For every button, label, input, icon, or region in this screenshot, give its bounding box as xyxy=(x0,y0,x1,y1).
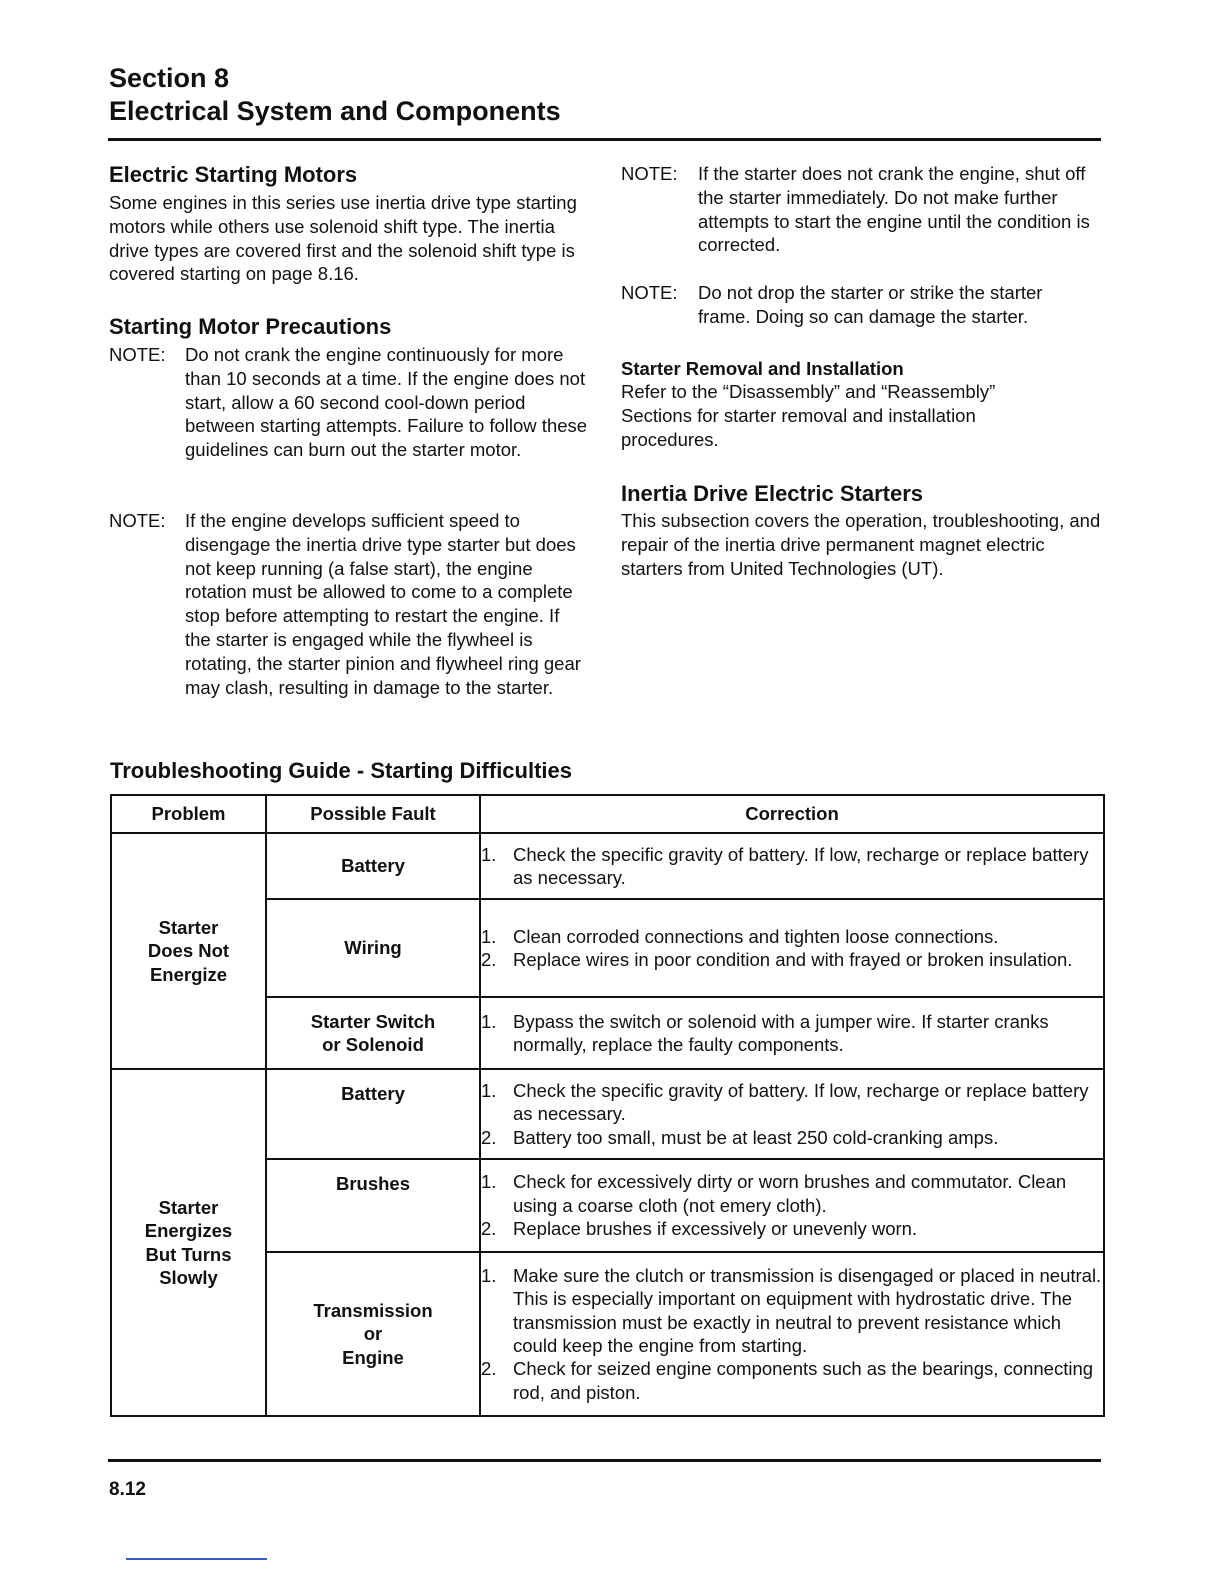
note-label: NOTE: xyxy=(621,163,678,184)
header-rule xyxy=(108,138,1101,141)
note-label: NOTE: xyxy=(109,344,166,365)
fault-cell: Battery xyxy=(266,833,480,899)
troubleshooting-heading: Troubleshooting Guide - Starting Difficulties xyxy=(110,758,572,783)
correction-item: 1. Bypass the switch or solenoid with a jumper wire. If starter cranks normally, replace the faulty components. xyxy=(481,1010,1049,1055)
section-title: Electrical System and Components xyxy=(109,96,561,126)
link-underline xyxy=(126,1558,267,1560)
correction-item: 1. Check the specific gravity of battery. If low, recharge or replace battery as necessary. xyxy=(481,1079,1089,1125)
fault-cell: Starter Switch or Solenoid xyxy=(266,997,480,1069)
column-header-possible-fault: Possible Fault xyxy=(266,795,480,833)
correction-cell xyxy=(480,899,1104,997)
inertia-drive-text: This subsection covers the operation, troubleshooting, and repair of the inertia drive permanent magnet electric starters from United Technologies (UT). xyxy=(621,510,1101,579)
section-header xyxy=(109,62,561,128)
starter-note-2 xyxy=(621,281,1096,329)
starter-note-1 xyxy=(621,162,1096,257)
electric-starting-motors-heading: Electric Starting Motors xyxy=(109,162,358,187)
correction-cell xyxy=(480,1252,1104,1416)
column-header-correction: Correction xyxy=(480,795,1104,833)
correction-item: 2. Check for seized engine components such as the bearings, connecting rod, and piston. xyxy=(481,1358,1094,1403)
fault-cell: Wiring xyxy=(266,899,480,997)
note-text: If the engine develops sufficient speed to disengage the inertia drive type starter but does not keep running (a false start), the engine rotation must be allowed to come to a complete stop before attempting to restart the engine. If the starter is engaged while the flywheel is rotating, the starter pinion and flywheel ring gear may clash, resulting in damage to the starter. xyxy=(185,510,581,698)
starting-motor-precautions-heading: Starting Motor Precautions xyxy=(109,314,392,339)
note-text: Do not drop the starter or strike the starter frame. Doing so can damage the starter. xyxy=(698,282,1043,327)
note-label: NOTE: xyxy=(621,282,678,303)
correction-item: 2. Replace wires in poor condition and with frayed or broken insulation. xyxy=(481,949,1073,970)
page-number: 8.12 xyxy=(109,1479,146,1500)
correction-cell xyxy=(480,997,1104,1069)
correction-item: 2. Battery too small, must be at least 250 cold-cranking amps. xyxy=(481,1126,999,1148)
starter-removal-text: Refer to the “Disassembly” and “Reassembly” Sections for starter removal and installation procedures. xyxy=(621,381,996,450)
table-header-row xyxy=(111,795,1104,833)
note-label: NOTE: xyxy=(109,510,166,531)
fault-cell: Battery xyxy=(266,1069,480,1159)
correction-cell xyxy=(480,833,1104,899)
fault-cell: Brushes xyxy=(266,1159,480,1252)
correction-item: 1. Check for excessively dirty or worn brushes and commutator. Clean using a coarse cloth (not emery cloth). xyxy=(481,1171,1067,1216)
correction-item: 1. Clean corroded connections and tighten loose connections. xyxy=(481,925,999,947)
starter-removal-heading: Starter Removal and Installation xyxy=(621,358,904,379)
problem-cell: Starter Energizes But Turns Slowly xyxy=(111,1069,266,1416)
precaution-note-1 xyxy=(109,343,589,462)
precaution-note-2 xyxy=(109,509,589,699)
correction-item: 2. Replace brushes if excessively or unevenly worn. xyxy=(481,1218,918,1240)
footer-rule xyxy=(108,1459,1101,1462)
fault-cell: Transmission or Engine xyxy=(266,1252,480,1416)
table-row xyxy=(111,833,1104,899)
column-header-problem: Problem xyxy=(111,795,266,833)
correction-cell xyxy=(480,1069,1104,1159)
section-number: Section 8 xyxy=(109,63,230,93)
correction-item: 1. Check the specific gravity of battery. If low, recharge or replace battery as necessary. xyxy=(481,843,1089,888)
table-row xyxy=(111,1069,1104,1159)
note-text: If the starter does not crank the engine, shut off the starter immediately. Do not make further attempts to start the engine until the condition is corrected. xyxy=(698,163,1090,256)
inertia-drive-heading: Inertia Drive Electric Starters xyxy=(621,481,924,506)
electric-starting-motors-text: Some engines in this series use inertia drive type starting motors while others use solenoid shift type. The inertia drive types are covered first and the solenoid shift type is covered starting on page 8.16. xyxy=(109,192,577,285)
note-text: Do not crank the engine continuously for more than 10 seconds at a time. If the engine does not start, allow a 60 second cool-down period between starting attempts. Failure to follow these guidelines can burn out the starter motor. xyxy=(185,344,588,461)
correction-cell xyxy=(480,1159,1104,1252)
problem-cell: Starter Does Not Energize xyxy=(111,833,266,1069)
correction-item: 1. Make sure the clutch or transmission is disengaged or placed in neutral. This is especially important on equipment with hydrostatic drive. The transmission must be exactly in neutral to prevent resistance which could keep the engine from starting. xyxy=(481,1264,1102,1356)
troubleshooting-table xyxy=(110,794,1105,1417)
